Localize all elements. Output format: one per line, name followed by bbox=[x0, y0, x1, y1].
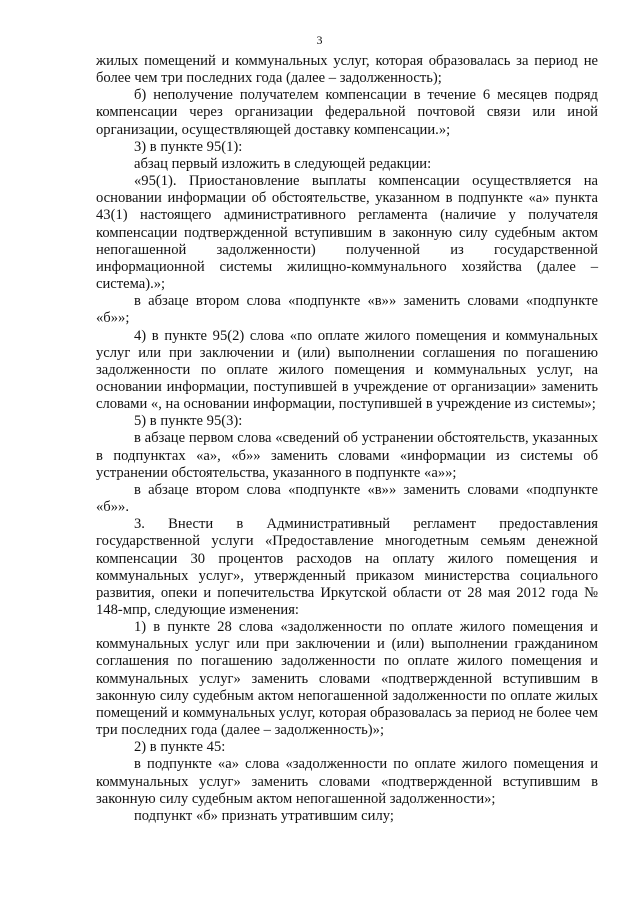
paragraph: жилых помещений и коммунальных услуг, которая образовалась за период не более чем три последних года (далее – задолженность); bbox=[96, 53, 598, 87]
paragraph: в абзаце первом слова «сведений об устранении обстоятельств, указанных в подпунктах «а», «б»» заменить словами «информации из системы об устранении обстоятельства, указанного в подпункте «а»»; bbox=[96, 430, 598, 481]
paragraph: б) неполучение получателем компенсации в течение 6 месяцев подряд компенсации через организации федеральной почтовой связи или иной организации, осуществляющей доставку компенсации.»; bbox=[96, 87, 598, 138]
paragraph: 3. Внести в Административный регламент предоставления государственной услуги «Предоставление многодетным семьям денежной компенсации 30 процентов расходов на оплату жилого помещения и коммунальных услуг», утвержденный приказом министерства социального развития, опеки и попечительства Иркутской области от 28 мая 2012 года № 148-мпр, следующие изменения: bbox=[96, 516, 598, 618]
paragraph: в абзаце втором слова «подпункте «в»» заменить словами «подпункте «б»»; bbox=[96, 293, 598, 327]
paragraph: абзац первый изложить в следующей редакции: bbox=[134, 155, 432, 172]
paragraph: в подпункте «а» слова «задолженности по оплате жилого помещения и коммунальных услуг» заменить словами «подтвержденной вступившим в законную силу судебным актом непогашенной задолженности»; bbox=[96, 756, 598, 807]
paragraph: подпункт «б» признать утратившим силу; bbox=[134, 807, 394, 824]
page-number: 3 bbox=[316, 33, 323, 47]
paragraph: 3) в пункте 95(1): bbox=[134, 138, 243, 155]
paragraph: 2) в пункте 45: bbox=[134, 739, 226, 756]
document-body bbox=[96, 53, 598, 825]
paragraph: 5) в пункте 95(3): bbox=[134, 413, 243, 430]
paragraph: 1) в пункте 28 слова «задолженности по оплате жилого помещения и коммунальных услуг или при заключении и (или) выполнении гражданином соглашения по погашению задолженности по оплате жилого помещения и коммунальных услуг» заменить словами «подтвержденной вступившим в законную силу судебным актом непогашенной задолженности по оплате жилых помещений и коммунальных услуг, которая образовалась за период не более чем три последних года (далее – задолженность)»; bbox=[96, 619, 598, 739]
paragraph: 4) в пункте 95(2) слова «по оплате жилого помещения и коммунальных услуг или при заключении и (или) выполнении соглашения по погашению задолженности по оплате жилого помещения и коммунальных услуг, на основании информации, поступившей в учреждение от организации» заменить словами «, на основании информации, поступившей в учреждение из системы»; bbox=[96, 327, 598, 413]
paragraph: в абзаце втором слова «подпункте «в»» заменить словами «подпункте «б»». bbox=[96, 481, 598, 516]
paragraph: «95(1). Приостановление выплаты компенсации осуществляется на основании информации об обстоятельстве, указанном в подпункте «а» пункта 43(1) настоящего административного регламента (наличие у получателя компенсации подтвержденной вступившим в законную силу судебным актом непогашенной задолженности) полученной из государственной информационной системы жилищно-коммунального хозяйства (далее – система).»; bbox=[96, 173, 598, 293]
